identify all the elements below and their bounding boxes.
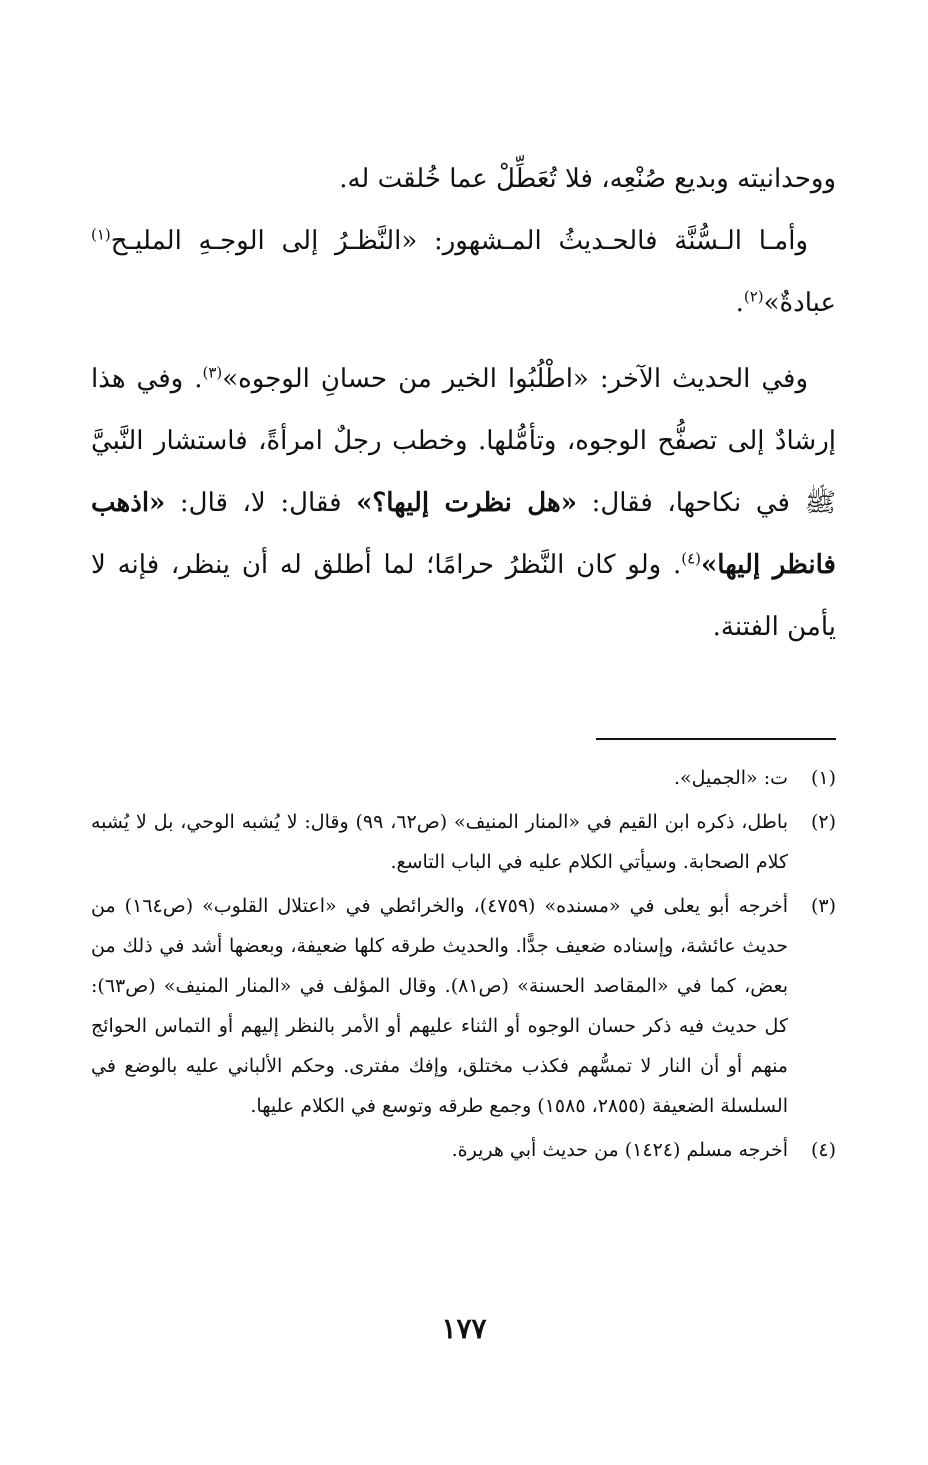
footnote-text: ت: «الجميل». xyxy=(673,767,788,789)
paragraph-3 xyxy=(91,348,836,658)
hadith-quote-2: «اذهب فانظر إليها» xyxy=(91,488,836,580)
footnote-text: أخرجه مسلم (١٤٢٤) من حديث أبي هريرة. xyxy=(451,1139,788,1161)
hadith-quote-1: «هل نظرت إليها؟» xyxy=(356,488,577,518)
paragraph-3-text: وفي الحديث الآخر: «اطْلُبُوا الخير من حسانِ الوجوه» xyxy=(222,364,809,394)
main-text xyxy=(91,148,836,658)
page-number: ١٧٧ xyxy=(441,1312,487,1345)
paragraph-2-text-2: عبادةٌ» xyxy=(763,288,836,318)
footnote-number: (٤) xyxy=(810,1139,836,1161)
footnote-1 xyxy=(91,758,836,798)
footnote-ref-3[interactable]: (٣) xyxy=(202,363,223,382)
footnote-separator xyxy=(596,738,836,740)
footnote-3 xyxy=(91,886,836,1126)
paragraph-3-text-3: فقال: لا، قال: xyxy=(165,488,357,518)
footnote-4 xyxy=(91,1130,836,1170)
footnote-number: (٣) xyxy=(810,895,836,917)
paragraph-2 xyxy=(91,210,836,334)
footnote-number: (٢) xyxy=(810,811,836,833)
footnote-2 xyxy=(91,802,836,882)
footnote-ref-1[interactable]: (١) xyxy=(91,225,111,244)
footnote-number: (١) xyxy=(810,767,836,789)
paragraph-2-text: وأمـا الـسُّنَّة فالحـديثُ المـشهور: «النَّظـرُ إلى الوجـهِ المليـح xyxy=(110,226,808,256)
footnote-ref-4[interactable]: (٤) xyxy=(681,549,702,568)
paragraph-2-end: . xyxy=(735,288,744,318)
paragraph-3-text-2: . وفي هذا إرشادٌ إلى تصفُّح الوجوه، وتأمُّلها. وخطب رجلٌ امرأةً، فاستشار النَّبيَّ ﷺ في نكاحها، فقال: xyxy=(91,364,837,518)
footnotes xyxy=(91,758,836,1174)
footnote-text: باطل، ذكره ابن القيم في «المنار المنيف» (ص٦٢، ٩٩) وقال: لا يُشبه الوحي، بل لا يُشبه كلام الصحابة. وسيأتي الكلام عليه في الباب التاسع. xyxy=(91,811,788,873)
paragraph-3-text-4: . ولو كان النَّظرُ حرامًا؛ لما أطلق له أن ينظر، فإنه لا يأمن الفتنة. xyxy=(91,550,836,642)
footnote-ref-2[interactable]: (٢) xyxy=(743,287,764,306)
footnote-text: أخرجه أبو يعلى في «مسنده» (٤٧٥٩)، والخرائطي في «اعتلال القلوب» (ص١٦٤) من حديث عائشة، وإسناده ضعيف جدًّا. والحديث طرقه كلها ضعيفة، وبعضها أشد في ذلك من بعض، كما في «المقاصد الحسنة» (ص٨١). وقال المؤلف في «المنار المنيف» (ص٦٣): كل حديث فيه ذكر حسان الوجوه أو الثناء عليهم أو الأمر بالنظر إليهم أو التماس الحوائج منهم أو أن النار لا تمسُّهم فكذب مختلق، وإفك مفترى. وحكم الألباني عليه بالوضع في السلسلة الضعيفة (٢٨٥٥، ١٥٨٥) وجمع طرقه وتوسع في الكلام عليها. xyxy=(91,895,789,1117)
paragraph-1-text: ووحدانيته وبديع صُنْعِه، فلا تُعَطِّلْ عما خُلقت له. xyxy=(339,164,836,194)
paragraph-1 xyxy=(91,148,836,210)
